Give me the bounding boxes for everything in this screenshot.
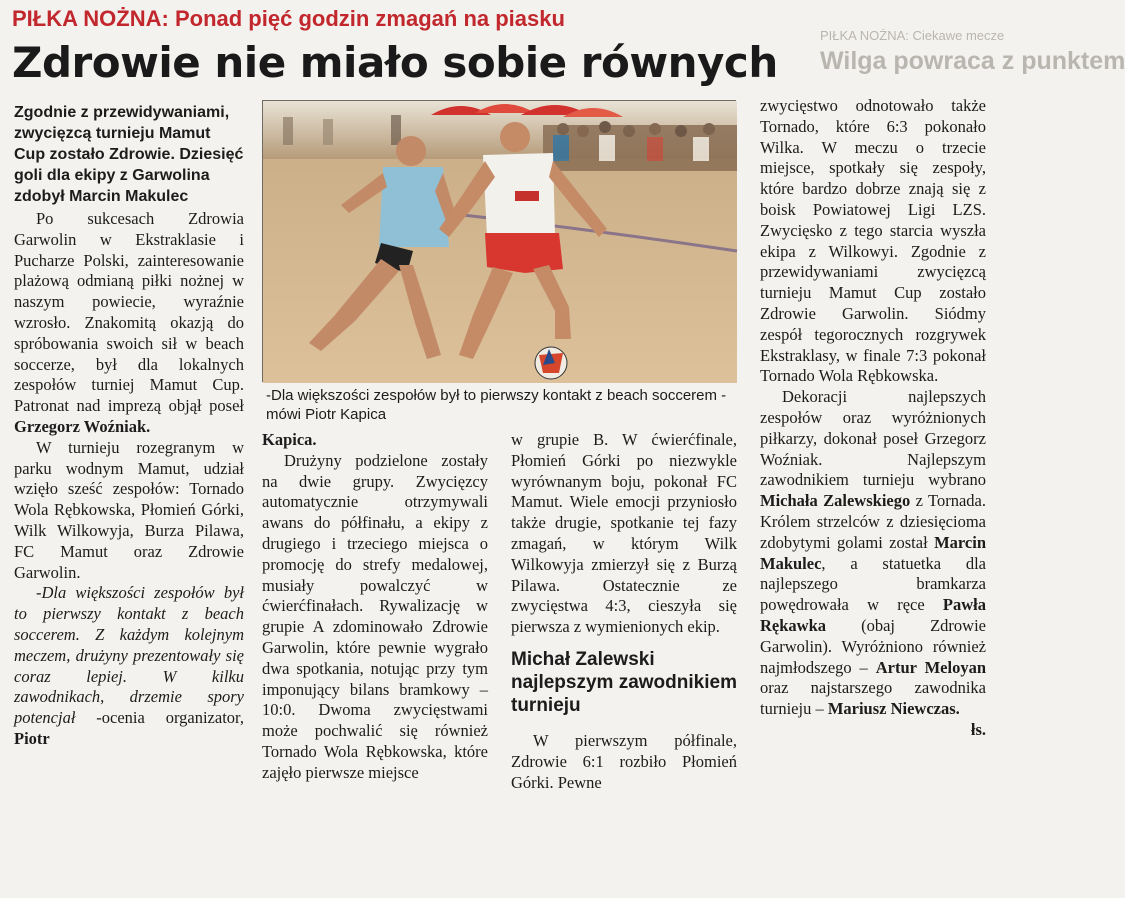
beach-soccer-photo: [263, 101, 737, 383]
column-1: [14, 102, 244, 750]
article-photo: [262, 100, 736, 382]
column-3: [511, 430, 737, 793]
paragraph: W turnieju rozegranym w parku wodnym Mamut, udział wzięło sześć zespołów: Tornado Wola Rębkowska, Płomień Górki, Wilk Wilkowyja, Burza Pilawa, FC Mamut oraz Zdrowie Garwolin.: [14, 437, 244, 582]
paragraph-quote: -Dla większości zespołów był to pierwszy kontakt z beach soccerem. Z każdym kolejnym meczem, drużyny prezentowały się coraz lepiej. W kilku zawodnikach, drzemie spory potencjał -ocenia organizator, Piotr: [14, 583, 244, 748]
person-name: Michała Zalewskiego: [760, 491, 911, 511]
ghost-headline: Wilga powraca z punktem: [820, 47, 1125, 75]
column-2: [262, 430, 488, 784]
author-signature: łs.: [970, 719, 986, 739]
person-name: Pawła Rękawka: [760, 595, 986, 635]
person-name: Grzegorz Woźniak.: [14, 416, 151, 436]
ghost-kicker: PIŁKA NOŻNA: Ciekawe mecze: [820, 28, 1005, 43]
paragraph: zwycięstwo odnotowało także Tornado, które 6:3 pokonało Wilka. W meczu o trzecie miejsce, spotkały się zespoły, które bardzo dobrze znają się z boisk Powiatowej Ligi LZS. Zwycięsko z tego starcia wyszła ekipa z Wilkowyi. Zgodnie z przewidywaniami zwycięzcą turnieju Mamut Cup zostało Zdrowie Garwolin. Siódmy zespół tegorocznych rozgrywek Ekstraklasy, w finale 7:3 pokonał Tornado Wola Rębkowska.: [760, 96, 986, 386]
person-name: Kapica.: [262, 430, 317, 449]
kicker-label: PIŁKA NOŻNA:: [12, 6, 169, 31]
article-headline: Zdrowie nie miało sobie równych: [12, 38, 778, 87]
ball-icon: [535, 347, 567, 379]
subheading: Michał Zalewski najlepszym zawodnikiem turnieju: [511, 648, 737, 716]
person-name: Piotr: [14, 728, 50, 748]
paragraph: W pierwszym półfinale, Zdrowie 6:1 rozbiło Płomień Górki. Pewne: [511, 730, 737, 792]
paragraph: w grupie B. W ćwierćfinale, Płomień Górki po niezwykle wyrównanym boju, pokonał FC Mamut. Wiele emocji przyniosło także drugie, spotkanie tej fazy zmagań, w którym Wilk Wilkowyja zmierzył się z Burzą Pilawa. Ostatecznie ze zwycięstwa 4:3, cieszyła się pierwsza z wymienionych ekip.: [511, 430, 737, 637]
crowd: [543, 121, 737, 171]
paragraph: Dekoracji najlepszych zespołów oraz wyróżnionych piłkarzy, dokonał poseł Grzegorz Woźniak. Najlepszym zawodnikiem turnieju wybrano Michała Zalewskiego z Tornada. Królem strzelców z dziesięcioma zdobytymi golami został Marcin Makulec, a statuetka dla najlepszego bramkarza powędrowała w ręce Pawła Rękawka (obaj Zdrowie Garwolin). Wyróżniono również najmłodszego – Artur Meloyan oraz najstarszego zawodnika turnieju – Mariusz Niewczas.: [760, 387, 987, 719]
paragraph: Drużyny podzielone zostały na dwie grupy. Zwycięzcy automatycznie otrzymywali awans do półfinału, a ekipy z drugiego i trzeciego miejsca o promocję do strefy medalowej, musiały powalczyć w ćwierćfinałach. Rywalizację w grupie A zdominowało Zdrowie Garwolin, które pewnie wygrało dwa spotkania, notując przy tym imponujący bilans bramkowy – 10:0. Dwoma zwycięstwami może pochwalić się również Tornado Wola Rębkowska, które zajęło pierwsze miejsce: [262, 450, 488, 782]
column-4: [760, 96, 986, 741]
article-kicker: [12, 6, 565, 32]
article-lead: Zgodnie z przewidywaniami, zwycięzcą turnieju Mamut Cup zostało Zdrowie. Dziesięć goli dla ekipy z Garwolina zdobył Marcin Makulec: [14, 104, 244, 205]
person-name: Mariusz Niewczas.: [827, 699, 960, 719]
kicker-text: Ponad pięć godzin zmagań na piasku: [174, 6, 565, 31]
person-name: Artur Meloyan: [875, 657, 986, 677]
quote: -Dla większości zespołów był to pierwszy kontakt z beach soccerem. Z każdym kolejnym meczem, drużyny prezentowały się coraz lepiej. W kilku zawodnikach, drzemie spory potencjał: [14, 583, 244, 728]
person-name: Marcin Makulec: [760, 532, 986, 573]
paragraph: Po sukcesach Zdrowia Garwolin w Ekstraklasie i Pucharze Polski, zainteresowanie plażową odmianą piłki nożnej w naszym powiecie, wyraźnie wzrosło. Znakomitą okazją do spróbowania swoich sił w beach soccerze, był dla lokalnych zespołów turniej Mamut Cup. Patronat nad imprezą objął poseł Grzegorz Woźniak.: [14, 209, 244, 436]
photo-caption: -Dla większości zespołów był to pierwszy kontakt z beach soccerem -mówi Piotr Kapica: [266, 387, 727, 423]
